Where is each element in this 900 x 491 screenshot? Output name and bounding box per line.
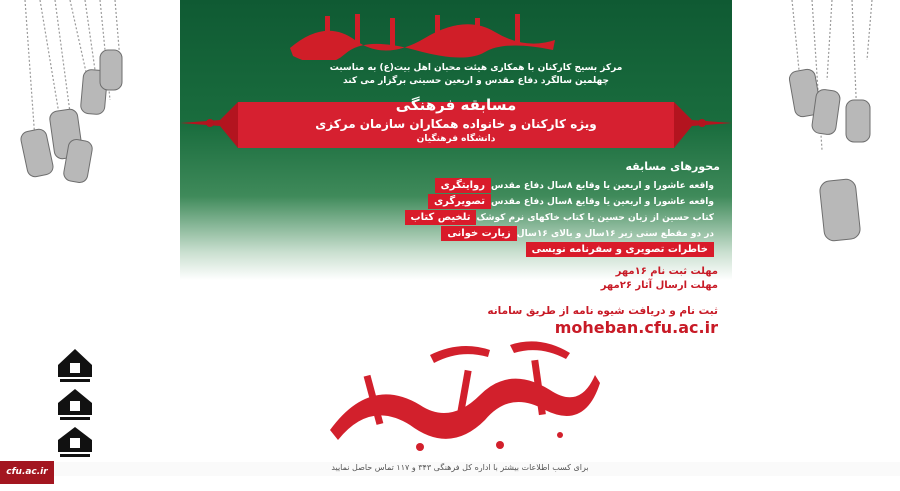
arbaeen-calligraphy-image xyxy=(310,335,610,465)
footer-site-badge[interactable]: cfu.ac.ir xyxy=(0,461,54,484)
topic-label: خاطرات تصویری و سفرنامه نویسی xyxy=(526,242,714,257)
banner-text xyxy=(230,95,682,145)
topic-desc: واقعه عاشورا و اربعین یا وقایع ۸سال دفاع مقدس xyxy=(491,180,714,191)
topics-heading: محورهای مسابقه xyxy=(625,160,720,173)
topic-item xyxy=(435,178,722,193)
footer-info-text: برای کسب اطلاعات بیشتر با اداره کل فرهنگی ۳۴۳ و ۱۱۷ تماس حاصل نمایید xyxy=(331,463,589,472)
organization-logos xyxy=(50,345,100,460)
topic-item xyxy=(526,242,722,257)
topic-desc: در دو مقطع سنی زیر ۱۶سال و بالای ۱۶سال xyxy=(516,228,714,239)
topic-item xyxy=(441,226,722,241)
topic-label: روایتگری xyxy=(435,178,491,193)
intro-line-2: چهلمین سالگرد دفاع مقدس و اربعین حسینی برگزار می کند xyxy=(343,76,609,86)
dog-tags-right-image xyxy=(772,0,900,260)
registration-site-link[interactable]: moheban.cfu.ac.ir xyxy=(554,318,718,337)
topic-label: زیارت خوانی xyxy=(441,226,516,241)
intro-text xyxy=(240,62,712,88)
salam-calligraphy-image xyxy=(285,10,560,60)
topic-label: تصویرگری xyxy=(428,194,491,209)
register-deadline: مهلت ثبت نام ۱۶مهر xyxy=(615,266,718,277)
banner-dept: دانشگاه فرهنگیان xyxy=(416,134,496,144)
dog-tags-left-image xyxy=(0,0,180,230)
submit-deadline: مهلت ارسال آثار ۲۶مهر xyxy=(600,280,718,291)
topic-desc: واقعه عاشورا و اربعین یا وقایع ۸سال دفاع مقدس xyxy=(491,196,714,207)
registration-text: ثبت نام و دریافت شیوه نامه از طریق سامانه xyxy=(487,305,718,317)
intro-line-1: مرکز بسیج کارکنان با همکاری هیئت محبان اهل بیت(ع) به مناسبت xyxy=(329,63,623,73)
topic-item xyxy=(405,210,722,225)
topic-desc: کتاب حسین از زبان حسین یا کتاب خاکهای نرم کوشک xyxy=(476,212,714,223)
topic-item xyxy=(428,194,722,209)
topic-label: تلخیص کتاب xyxy=(405,210,477,225)
banner-subtitle: ویژه کارکنان و خانواده همکاران سازمان مرکزی xyxy=(315,117,597,131)
banner-title: مسابقه فرهنگی xyxy=(395,96,517,114)
